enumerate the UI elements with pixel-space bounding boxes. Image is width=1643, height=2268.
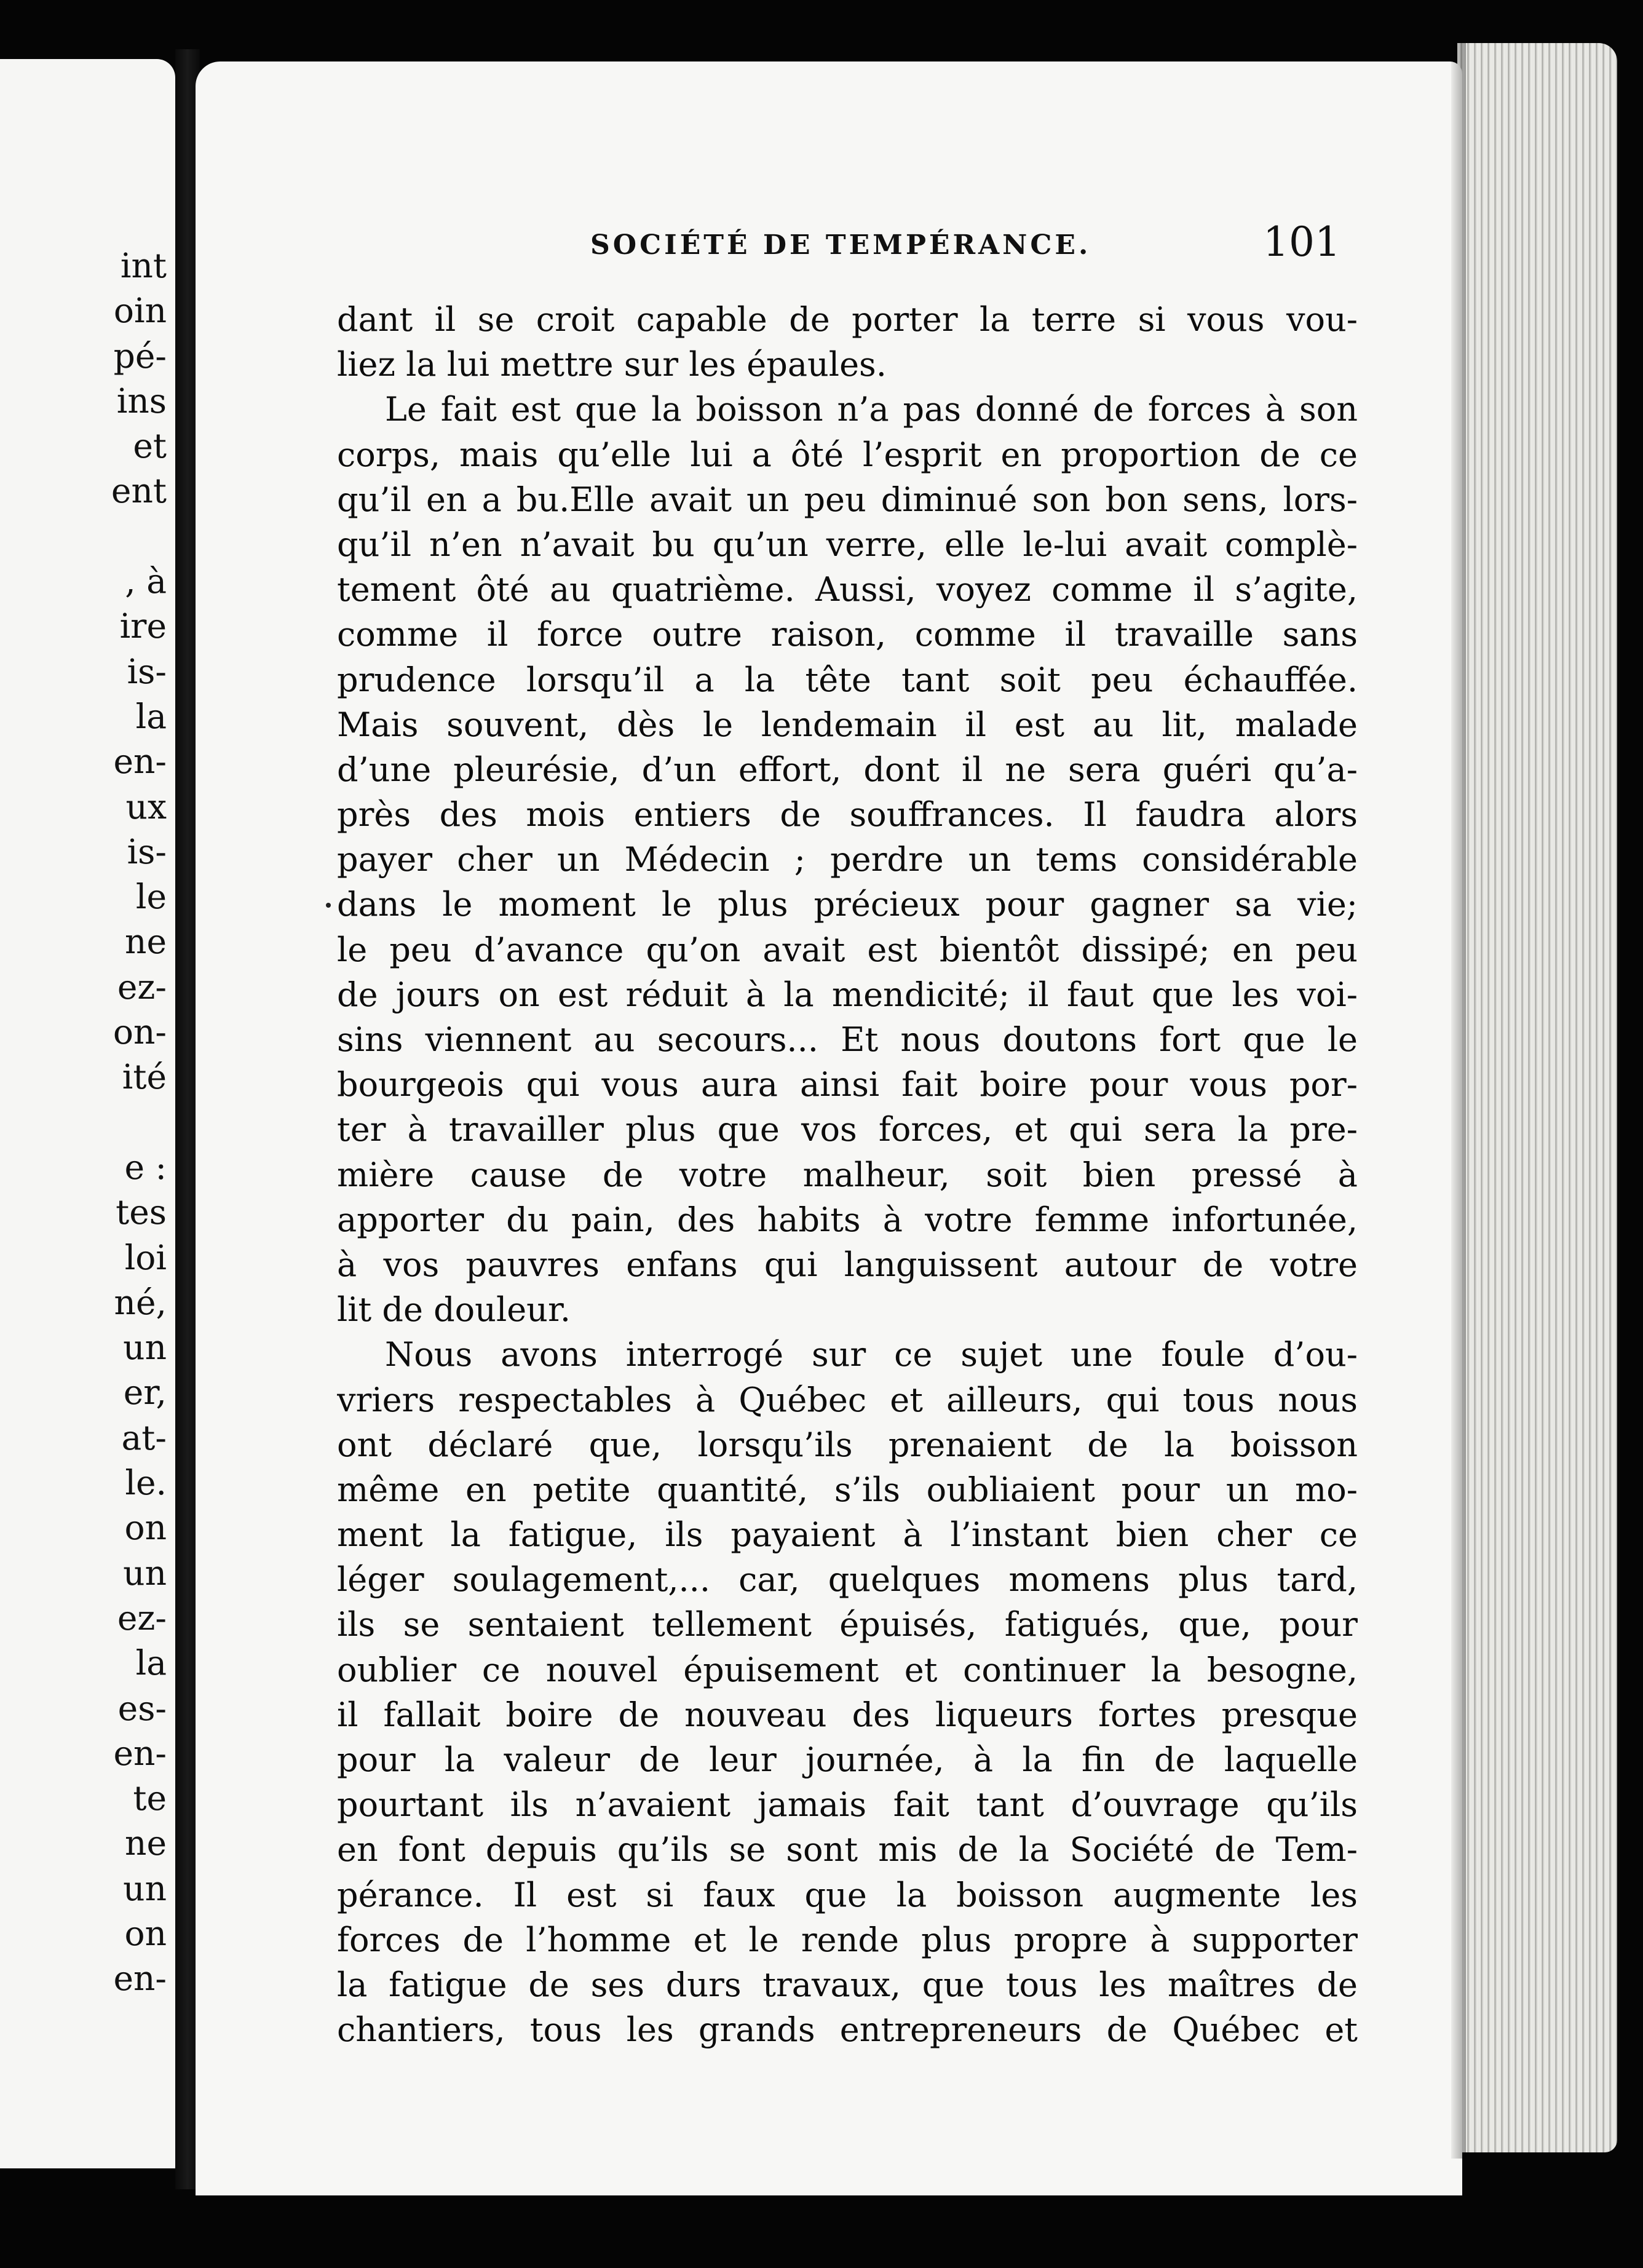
text-line: oublier ce nouvel épuisement et continuer la besogne,: [337, 1650, 1358, 1689]
left-fragment-line: un: [123, 1868, 167, 1908]
left-fragment-line: ne: [125, 922, 167, 962]
text-line: qu’il en a bu.Elle avait un peu diminué son bon sens, lors-: [337, 480, 1358, 519]
text-line: prudence lorsqu’il a la tête tant soit peu échauffée.: [337, 660, 1358, 699]
left-fragment-line: is-: [127, 651, 167, 691]
left-fragment-line: la: [135, 1643, 167, 1683]
left-fragment-line: un: [123, 1553, 167, 1593]
left-fragment-line: tes: [116, 1192, 167, 1232]
left-fragment-line: te: [133, 1778, 167, 1818]
left-fragment-line: on: [124, 1913, 167, 1953]
text-line: à vos pauvres enfans qui languissent autour de votre: [337, 1245, 1358, 1284]
left-fragment-line: le: [135, 877, 167, 917]
page-header: [326, 218, 1340, 274]
left-fragment-line: , à: [125, 561, 167, 601]
text-line: corps, mais qu’elle lui a ôté l’esprit en proportion de ce: [337, 435, 1358, 474]
left-fragment-line: né,: [114, 1282, 167, 1322]
left-page-line-endings: [44, 244, 167, 2002]
text-line: tement ôté au quatrième. Aussi, voyez comme il s’agite,: [337, 570, 1358, 609]
text-line: comme il force outre raison, comme il travaille sans: [337, 615, 1358, 654]
text-line: liez la lui mettre sur les épaules.: [337, 345, 887, 384]
left-fragment-line: en-: [113, 1959, 167, 1999]
page-edges: [1457, 43, 1617, 2152]
text-line: Mais souvent, dès le lendemain il est au lit, malade: [337, 705, 1358, 744]
left-fragment-line: ité: [122, 1057, 167, 1097]
text-line: dans le moment le plus précieux pour gagner sa vie;: [337, 885, 1358, 924]
text-line: Nous avons interrogé sur ce sujet une foule d’ou-: [385, 1335, 1358, 1374]
text-line: ment la fatigue, ils payaient à l’instant bien cher ce: [337, 1515, 1358, 1555]
left-fragment-line: e :: [124, 1147, 167, 1187]
ink-speck: [326, 903, 331, 908]
text-line: de jours on est réduit à la mendicité; il faut que les voi-: [337, 975, 1358, 1014]
text-line: forces de l’homme et le rende plus propre à supporter: [337, 1920, 1358, 1959]
text-line: Le fait est que la boisson n’a pas donné de forces à son: [385, 390, 1358, 429]
page-number: 101: [1263, 218, 1340, 266]
left-fragment-line: loi: [124, 1237, 167, 1277]
left-fragment-line: ins: [116, 381, 167, 421]
left-fragment-line: le.: [125, 1463, 167, 1503]
left-fragment-line: [44, 514, 167, 559]
text-line: apporter du pain, des habits à votre femme infortunée,: [337, 1200, 1358, 1239]
left-fragment-line: oin: [113, 291, 167, 331]
text-line: la fatigue de ses durs travaux, que tous les maîtres de: [337, 1965, 1358, 2004]
text-line: dant il se croit capable de porter la terre si vous vou-: [337, 300, 1358, 339]
left-fragment-line: la: [135, 696, 167, 736]
left-fragment-line: pé-: [113, 336, 167, 376]
text-line: mière cause de votre malheur, soit bien pressé à: [337, 1155, 1358, 1194]
text-line: ont déclaré que, lorsqu’ils prenaient de la boisson: [337, 1425, 1358, 1464]
left-fragment-line: es-: [117, 1688, 167, 1728]
left-fragment-line: en-: [113, 742, 167, 782]
text-line: pour la valeur de leur journée, à la fin de laquelle: [337, 1740, 1358, 1779]
text-line: d’une pleurésie, d’un effort, dont il ne sera guéri qu’a-: [337, 750, 1358, 789]
text-line: même en petite quantité, s’ils oubliaient pour un mo-: [337, 1470, 1358, 1509]
text-line: en font depuis qu’ils se sont mis de la Société de Tem-: [337, 1830, 1358, 1870]
left-fragment-line: un: [123, 1328, 167, 1368]
text-line: pérance. Il est si faux que la boisson augmente les: [337, 1875, 1358, 1914]
text-line: payer cher un Médecin ; perdre un tems considérable: [337, 840, 1358, 879]
left-page-fragment: [0, 59, 175, 2168]
left-fragment-line: at-: [121, 1418, 167, 1457]
left-fragment-line: on-: [113, 1012, 167, 1052]
text-line: qu’il n’en n’avait bu qu’un verre, elle le-lui avait complè-: [337, 525, 1358, 564]
left-fragment-line: ez-: [117, 1598, 167, 1638]
left-fragment-line: ez-: [117, 967, 167, 1007]
left-fragment-line: er,: [123, 1373, 167, 1413]
left-fragment-line: int: [120, 246, 167, 285]
left-fragment-line: ux: [125, 787, 167, 827]
text-line: bourgeois qui vous aura ainsi fait boire pour vous por-: [337, 1065, 1358, 1104]
text-line: lit de douleur.: [337, 1290, 571, 1330]
left-fragment-line: ire: [119, 606, 167, 646]
left-fragment-line: [44, 1100, 167, 1145]
text-line: près des mois entiers de souffrances. Il faudra alors: [337, 795, 1358, 835]
left-fragment-line: ent: [111, 471, 167, 511]
text-line: pourtant ils n’avaient jamais fait tant d’ouvrage qu’ils: [337, 1785, 1358, 1825]
text-line: ter à travailler plus que vos forces, et qui sera la pre-: [337, 1110, 1358, 1149]
body-text: [337, 297, 1358, 2052]
text-line: le peu d’avance qu’on avait est bientôt dissipé; en peu: [337, 930, 1358, 969]
page-edge-shadow: [1451, 43, 1466, 2159]
left-fragment-line: et: [133, 426, 167, 466]
text-line: il fallait boire de nouveau des liqueurs fortes presque: [337, 1695, 1358, 1734]
left-fragment-line: en-: [113, 1733, 167, 1773]
left-fragment-line: on: [124, 1508, 167, 1548]
text-line: léger soulagement,... car, quelques momens plus tard,: [337, 1560, 1358, 1600]
left-fragment-line: is-: [127, 831, 167, 871]
left-fragment-line: ne: [125, 1823, 167, 1863]
running-head: SOCIÉTÉ DE TEMPÉRANCE.: [590, 229, 1091, 261]
text-line: vriers respectables à Québec et ailleurs, qui tous nous: [337, 1380, 1358, 1419]
text-line: ils se sentaient tellement épuisés, fatigués, que, pour: [337, 1605, 1358, 1644]
text-line: chantiers, tous les grands entrepreneurs de Québec et: [337, 2010, 1358, 2050]
text-line: sins viennent au secours... Et nous doutons fort que le: [337, 1020, 1358, 1059]
